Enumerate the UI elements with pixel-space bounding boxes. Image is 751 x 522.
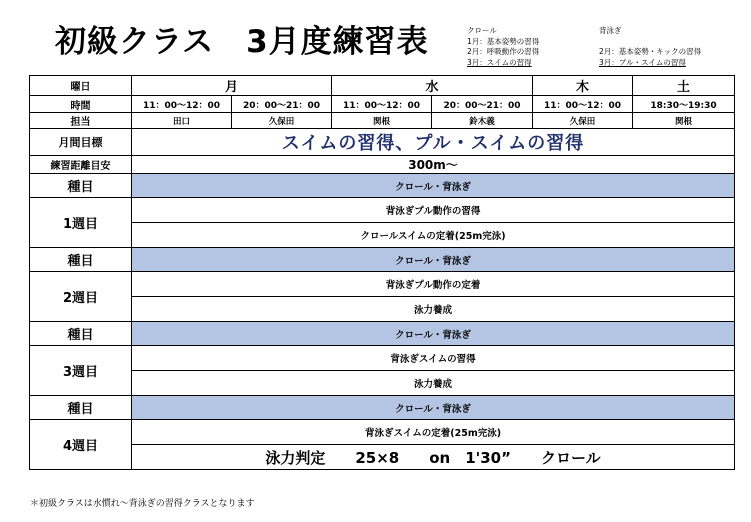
- staff-cell: 関根: [633, 113, 735, 129]
- staff-cell: 久保田: [533, 113, 633, 129]
- staff-row: [30, 113, 735, 129]
- time-cell: 11：00～12：00: [533, 96, 633, 113]
- day-label: 曜日: [30, 76, 132, 96]
- week2-line-row: [30, 297, 735, 322]
- week4-item-row: [30, 396, 735, 420]
- crawl-notes-heading: クロール: [467, 26, 497, 35]
- schedule-table: [29, 75, 735, 470]
- week-line: 背泳ぎスイムの定着(25m完泳): [132, 420, 735, 445]
- week-line: 泳力養成: [132, 297, 735, 322]
- backstroke-notes-heading: 背泳ぎ: [599, 26, 622, 35]
- week2-label: 2週目: [30, 272, 132, 322]
- goal-row: [30, 129, 735, 156]
- time-cell: 20：00～21：00: [232, 96, 332, 113]
- item-value: クロール・背泳ぎ: [132, 248, 735, 272]
- staff-cell: 鈴木義: [432, 113, 533, 129]
- distance-label: 練習距離目安: [30, 156, 132, 174]
- week1-line-row: [30, 223, 735, 248]
- backstroke-note-2: 3月：プル・スイムの習得: [599, 57, 686, 67]
- week2-item-row: [30, 248, 735, 272]
- item-label: 種目: [30, 174, 132, 198]
- page-title: 初級クラス 3月度練習表: [55, 24, 429, 60]
- crawl-note-3: 3月：スイムの習得: [467, 57, 532, 67]
- week2-line-row: [30, 272, 735, 297]
- week-line-swim-test: 泳力判定 25×8 on 1'30” クロール: [132, 445, 735, 470]
- header: [0, 0, 751, 72]
- week4-line-row: [30, 445, 735, 470]
- week-line: クロールスイムの定着(25m完泳): [132, 223, 735, 248]
- week3-item-row: [30, 322, 735, 346]
- item-label: 種目: [30, 248, 132, 272]
- day-wednesday: 水: [332, 76, 533, 96]
- item-label: 種目: [30, 322, 132, 346]
- week3-line-row: [30, 371, 735, 396]
- time-cell: 18:30～19:30: [633, 96, 735, 113]
- time-cell: 11：00～12：00: [332, 96, 432, 113]
- crawl-notes: [467, 26, 539, 68]
- footnote: ＊初級クラスは水慣れ～背泳ぎの習得クラスとなります: [30, 499, 255, 509]
- day-saturday: 土: [633, 76, 735, 96]
- item-label: 種目: [30, 396, 132, 420]
- week4-line-row: [30, 420, 735, 445]
- distance-value: 300m～: [132, 156, 735, 174]
- week-line: 背泳ぎプル動作の習得: [132, 198, 735, 223]
- distance-row: [30, 156, 735, 174]
- day-thursday: 木: [533, 76, 633, 96]
- staff-cell: 関根: [332, 113, 432, 129]
- staff-cell: 田口: [132, 113, 232, 129]
- backstroke-note-1: 2月：基本姿勢・キックの習得: [599, 47, 702, 56]
- staff-label: 担当: [30, 113, 132, 129]
- time-label: 時間: [30, 96, 132, 113]
- item-value: クロール・背泳ぎ: [132, 322, 735, 346]
- monthly-goal: スイムの習得、プル・スイムの習得: [132, 129, 735, 156]
- time-cell: 11：00～12：00: [132, 96, 232, 113]
- item-value: クロール・背泳ぎ: [132, 174, 735, 198]
- week-line: 泳力養成: [132, 371, 735, 396]
- backstroke-notes: [599, 26, 701, 68]
- week3-line-row: [30, 346, 735, 371]
- week1-line-row: [30, 198, 735, 223]
- week-line: 背泳ぎスイムの習得: [132, 346, 735, 371]
- week-line: 背泳ぎプル動作の定着: [132, 272, 735, 297]
- time-row: [30, 96, 735, 113]
- time-cell: 20：00～21：00: [432, 96, 533, 113]
- crawl-note-1: 1月：基本姿勢の習得: [467, 36, 540, 46]
- week1-item-row: [30, 174, 735, 198]
- day-monday: 月: [132, 76, 332, 96]
- week4-label: 4週目: [30, 420, 132, 470]
- item-value: クロール・背泳ぎ: [132, 396, 735, 420]
- staff-cell: 久保田: [232, 113, 332, 129]
- goal-label: 月間目標: [30, 129, 132, 156]
- crawl-note-2: 2月：呼吸動作の習得: [467, 47, 540, 56]
- week1-label: 1週目: [30, 198, 132, 248]
- day-row: [30, 76, 735, 96]
- week3-label: 3週目: [30, 346, 132, 396]
